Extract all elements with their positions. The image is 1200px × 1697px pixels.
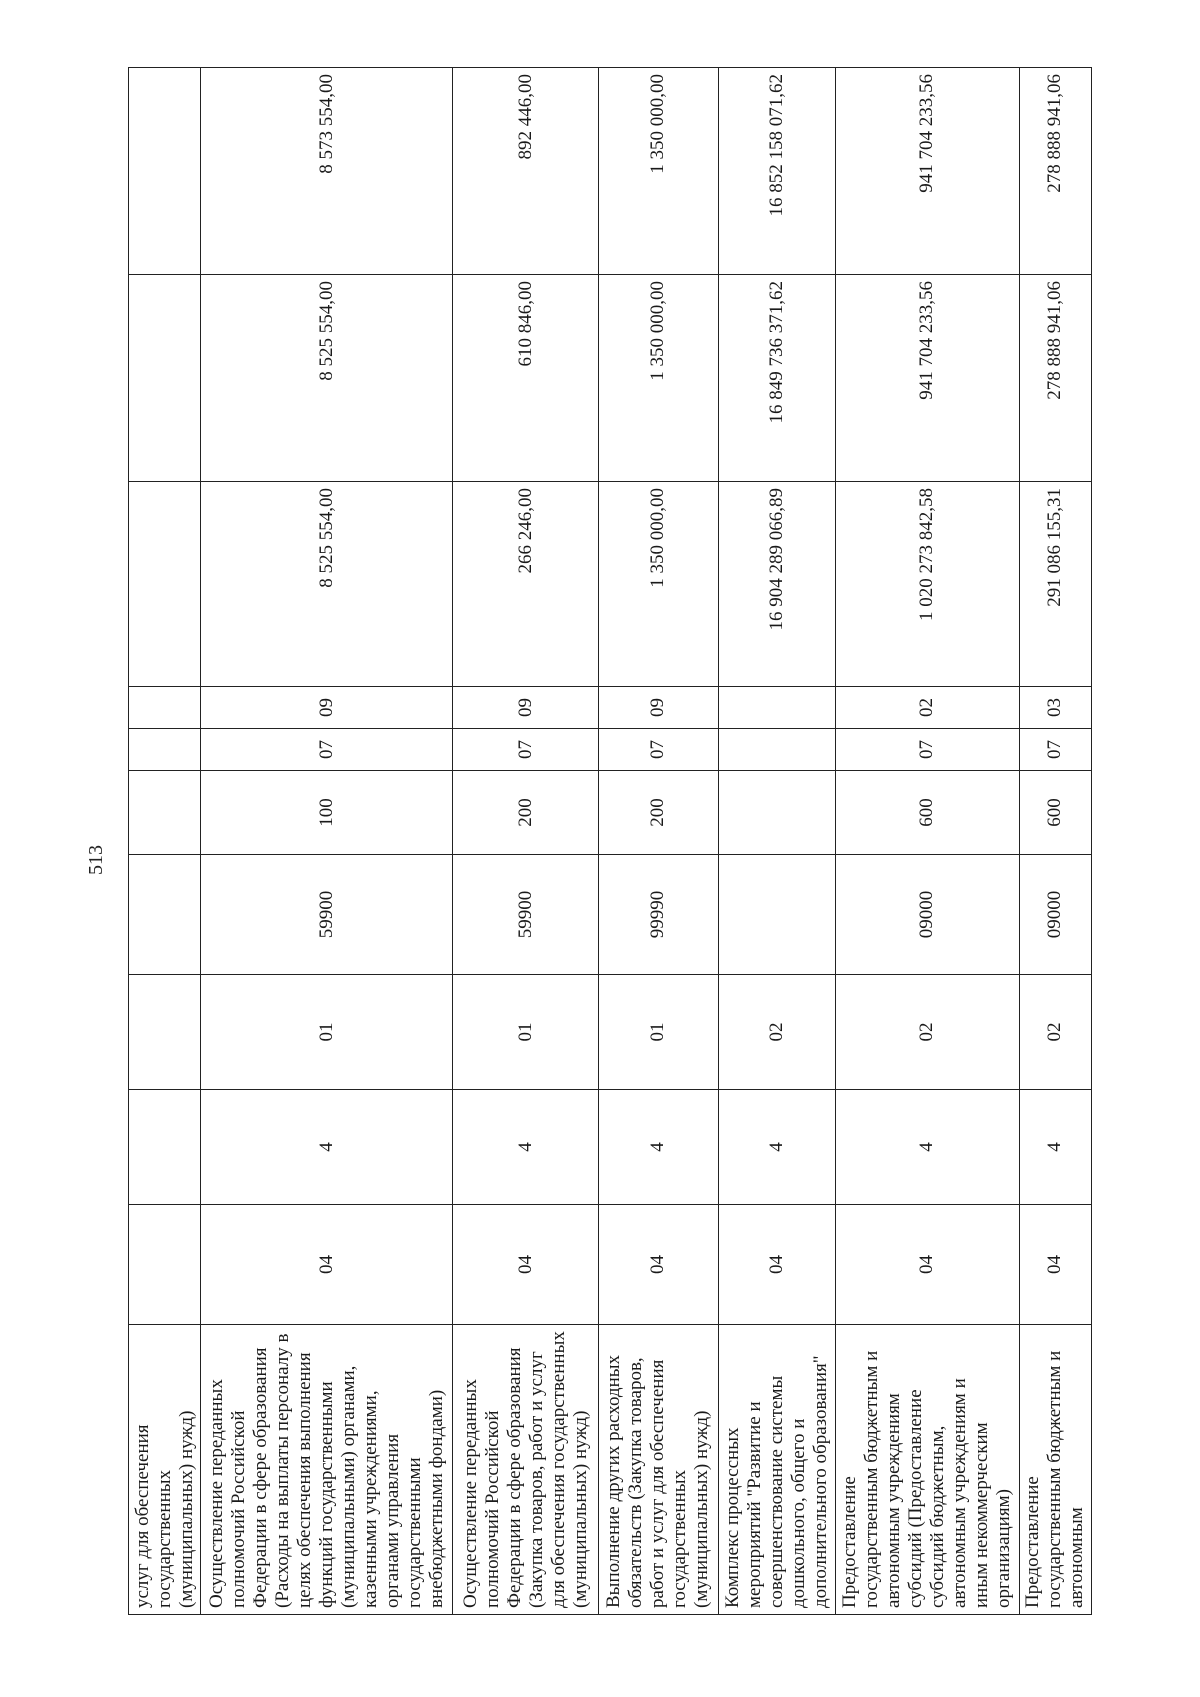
amount-cell: 8 525 554,00 [201, 275, 453, 482]
code-cell [129, 729, 201, 771]
code-cell: 04 [718, 1205, 835, 1325]
code-cell: 09 [598, 687, 718, 729]
amount-cell: 16 852 158 071,62 [718, 68, 835, 275]
amount-cell: 1 350 000,00 [598, 482, 718, 687]
amount-cell: 16 849 736 371,62 [718, 275, 835, 482]
code-cell: 59900 [201, 855, 453, 975]
code-cell: 02 [1019, 975, 1091, 1090]
code-cell [718, 855, 835, 975]
code-cell: 09000 [835, 855, 1019, 975]
code-cell [129, 855, 201, 975]
rotated-table-frame [128, 68, 1092, 1615]
code-cell: 07 [1019, 729, 1091, 771]
page-number: 513 [85, 845, 107, 875]
amount-cell: 266 246,00 [453, 482, 598, 687]
code-cell: 09 [201, 687, 453, 729]
code-cell: 4 [598, 1090, 718, 1205]
code-cell: 04 [835, 1205, 1019, 1325]
code-cell: 03 [1019, 687, 1091, 729]
code-cell [129, 975, 201, 1090]
amount-cell [129, 482, 201, 687]
code-cell: 07 [201, 729, 453, 771]
row-name-cell: Выполнение других расходных обязательств (Закупка товаров, работ и услуг для обеспечения государственных (муниципальных) нужд) [598, 1325, 718, 1615]
amount-cell: 941 704 233,56 [835, 68, 1019, 275]
table-row [201, 68, 453, 1615]
code-cell [718, 771, 835, 855]
amount-cell [129, 68, 201, 275]
row-name-cell: Комплекс процессных мероприятий "Развитие и совершенствование системы дошкольного, общего и дополнительного образования" [718, 1325, 835, 1615]
code-cell [718, 687, 835, 729]
code-cell: 4 [1019, 1090, 1091, 1205]
code-cell: 09000 [1019, 855, 1091, 975]
amount-cell: 291 086 155,31 [1019, 482, 1091, 687]
table-row [835, 68, 1019, 1615]
amount-cell: 8 525 554,00 [201, 482, 453, 687]
code-cell: 4 [201, 1090, 453, 1205]
code-cell: 200 [598, 771, 718, 855]
code-cell: 59900 [453, 855, 598, 975]
code-cell: 07 [598, 729, 718, 771]
row-name-cell: Осуществление переданных полномочий Российской Федерации в сфере образования (Закупка товаров, работ и услуг для обеспечения государственных (муниципальных) нужд) [453, 1325, 598, 1615]
row-name-cell: Предоставление государственным бюджетным и автономным учреждениям субсидий (Предоставление субсидий бюджетным, автономным учреждениям и иным некоммерческим организациям) [835, 1325, 1019, 1615]
table-row [718, 68, 835, 1615]
amount-cell [129, 275, 201, 482]
amount-cell: 278 888 941,06 [1019, 68, 1091, 275]
amount-cell: 941 704 233,56 [835, 275, 1019, 482]
code-cell: 04 [453, 1205, 598, 1325]
code-cell: 02 [835, 975, 1019, 1090]
amount-cell: 1 020 273 842,58 [835, 482, 1019, 687]
code-cell: 200 [453, 771, 598, 855]
row-name-cell: услуг для обеспечения государственных (муниципальных) нужд) [129, 1325, 201, 1615]
code-cell: 4 [453, 1090, 598, 1205]
code-cell: 01 [201, 975, 453, 1090]
code-cell: 01 [453, 975, 598, 1090]
code-cell: 07 [835, 729, 1019, 771]
code-cell: 4 [835, 1090, 1019, 1205]
code-cell: 99990 [598, 855, 718, 975]
code-cell: 04 [598, 1205, 718, 1325]
code-cell [129, 1205, 201, 1325]
amount-cell: 8 573 554,00 [201, 68, 453, 275]
table-row [453, 68, 598, 1615]
row-name-cell: Предоставление государственным бюджетным и автономным [1019, 1325, 1091, 1615]
code-cell: 09 [453, 687, 598, 729]
code-cell: 02 [835, 687, 1019, 729]
budget-table [128, 67, 1092, 1615]
amount-cell: 16 904 289 066,89 [718, 482, 835, 687]
amount-cell: 610 846,00 [453, 275, 598, 482]
code-cell [129, 771, 201, 855]
table-row [129, 68, 201, 1615]
code-cell [718, 729, 835, 771]
code-cell: 07 [453, 729, 598, 771]
code-cell: 01 [598, 975, 718, 1090]
code-cell: 04 [201, 1205, 453, 1325]
amount-cell: 278 888 941,06 [1019, 275, 1091, 482]
table-row [1019, 68, 1091, 1615]
amount-cell: 1 350 000,00 [598, 275, 718, 482]
code-cell [129, 687, 201, 729]
code-cell [129, 1090, 201, 1205]
code-cell: 600 [835, 771, 1019, 855]
row-name-cell: Осуществление переданных полномочий Российской Федерации в сфере образования (Расходы на выплаты персоналу в целях обеспечения выполнения функций государственными (муниципальными) органами, казенными учреждениями, органами управления государственными внебюджетными фондами) [201, 1325, 453, 1615]
code-cell: 4 [718, 1090, 835, 1205]
amount-cell: 892 446,00 [453, 68, 598, 275]
table-row [598, 68, 718, 1615]
code-cell: 600 [1019, 771, 1091, 855]
amount-cell: 1 350 000,00 [598, 68, 718, 275]
code-cell: 02 [718, 975, 835, 1090]
code-cell: 100 [201, 771, 453, 855]
code-cell: 04 [1019, 1205, 1091, 1325]
